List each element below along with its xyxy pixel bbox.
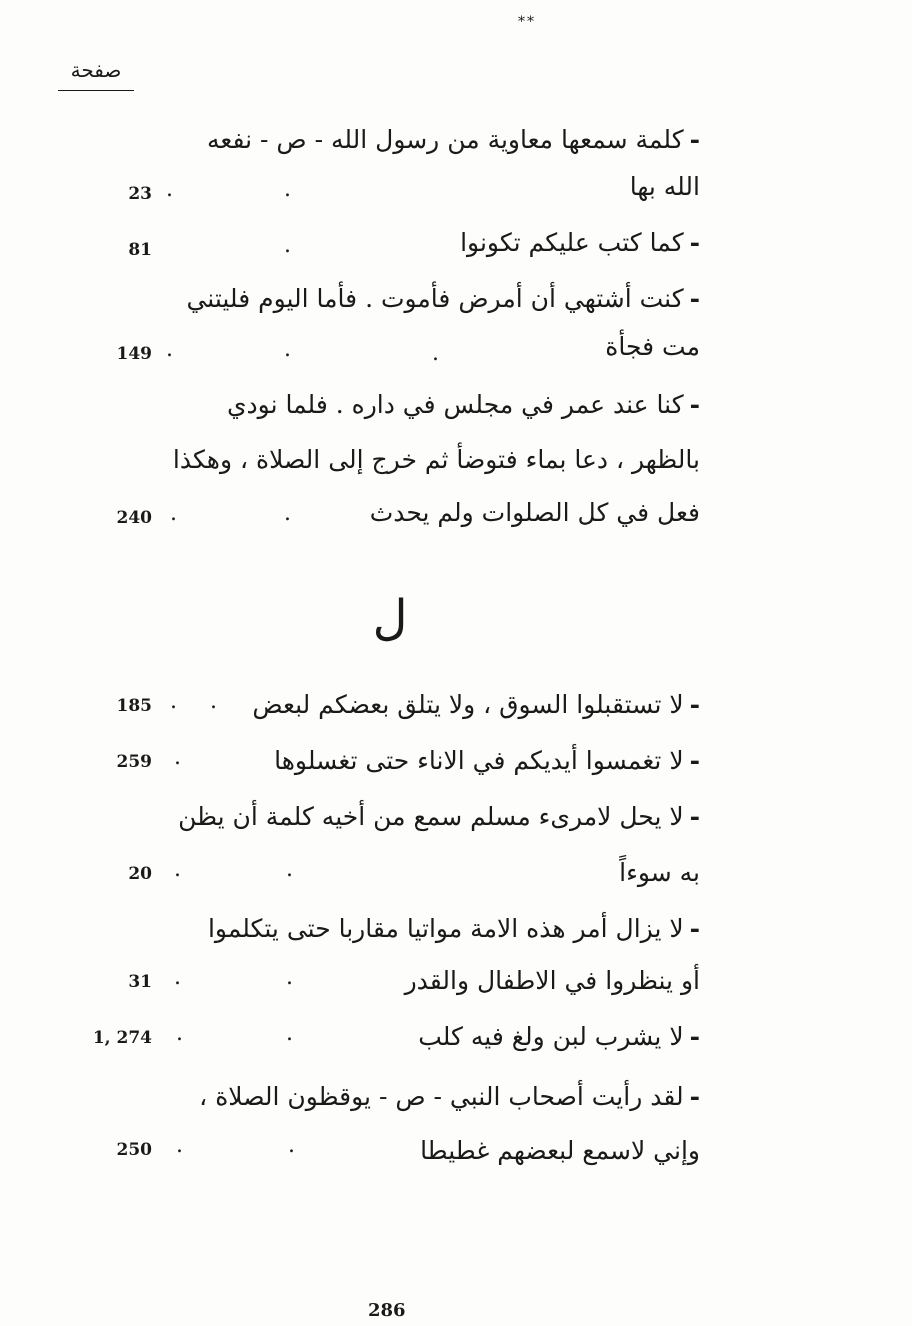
- leader-dot: .: [286, 1021, 293, 1046]
- page-number: 1, 274: [92, 1028, 152, 1048]
- leader-dot: .: [284, 233, 291, 258]
- top-mark: **: [518, 14, 536, 30]
- entry-line: -كلمة سمعها معاوية من رسول الله - ص - نفعه: [206, 125, 700, 154]
- leader-dot: .: [174, 745, 181, 770]
- page-number: 23: [128, 184, 152, 204]
- entry-line: -لا تغمسوا أيديكم في الاناء حتى تغسلوها: [274, 746, 700, 775]
- leader-dot: .: [176, 1133, 183, 1158]
- entry-line: أو ينظروا في الاطفال والقدر: [404, 966, 700, 995]
- leader-dot: .: [432, 341, 439, 366]
- page-number: 240: [116, 508, 152, 528]
- page-number: 81: [128, 240, 152, 260]
- leader-dot: .: [284, 337, 291, 362]
- page-number: 185: [116, 696, 152, 716]
- leader-dot: .: [284, 177, 291, 202]
- leader-dot: .: [286, 965, 293, 990]
- entry-line: -لا تستقبلوا السوق ، ولا يتلق بعضكم لبعض: [252, 690, 700, 719]
- page-number: 250: [116, 1140, 152, 1160]
- entry-line: وإني لاسمع لبعضهم غطيطا: [420, 1136, 700, 1165]
- entry-line: -كنت أشتهي أن أمرض فأموت . فأما اليوم فليتني: [186, 284, 700, 313]
- leader-dot: .: [288, 1133, 295, 1158]
- page-number: 149: [116, 344, 152, 364]
- leader-dot: .: [174, 965, 181, 990]
- entry-line: به سوءاً: [619, 858, 700, 887]
- page-number: 20: [128, 864, 152, 884]
- section-letter-heading: ل: [372, 590, 408, 646]
- page-number: 259: [116, 752, 152, 772]
- page-number: 31: [128, 972, 152, 992]
- entry-line: -لا يشرب لبن ولغ فيه كلب: [418, 1022, 700, 1051]
- entry-line: -لقد رأيت أصحاب النبي - ص - يوقظون الصلاة ،: [199, 1082, 700, 1111]
- leader-dot: .: [284, 501, 291, 526]
- leader-dot: .: [174, 857, 181, 882]
- page-column-header: صفحة: [58, 58, 134, 91]
- entry-line: مت فجأة: [605, 332, 700, 361]
- leader-dot: .: [170, 501, 177, 526]
- leader-dot: .: [166, 177, 173, 202]
- entry-line: -لا يحل لامرىء مسلم سمع من أخيه كلمة أن يظن: [178, 802, 700, 831]
- leader-dot: .: [286, 857, 293, 882]
- leader-dot: .: [210, 689, 217, 714]
- entry-line: فعل في كل الصلوات ولم يحدث: [369, 498, 700, 527]
- entry-line: -كنا عند عمر في مجلس في داره . فلما نودي: [226, 390, 700, 419]
- entry-line: بالظهر ، دعا بماء فتوضأ ثم خرج إلى الصلاة ، وهكذا: [172, 445, 700, 474]
- leader-dot: .: [170, 689, 177, 714]
- leader-dot: .: [166, 337, 173, 362]
- entry-line: -كما كتب عليكم تكونوا: [460, 228, 700, 257]
- leader-dot: .: [176, 1021, 183, 1046]
- page-folio-number: 286: [368, 1300, 406, 1321]
- entry-line: الله بها: [629, 172, 700, 201]
- entry-line: -لا يزال أمر هذه الامة مواتيا مقاربا حتى يتكلموا: [207, 914, 700, 943]
